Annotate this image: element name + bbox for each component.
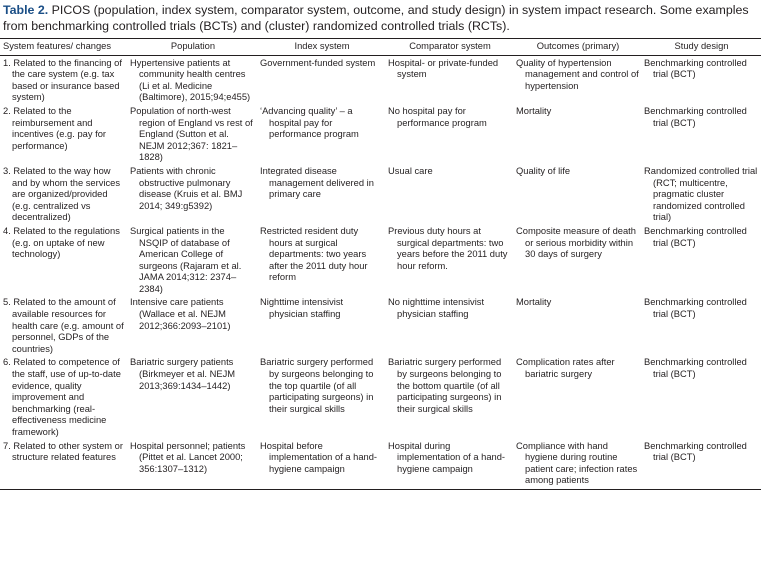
cell-comparator-system: Hospital- or private-funded system [388,57,499,80]
cell-population: Bariatric surgery patients (Birkmeyer et al. NEJM 2013;369:1434–1442) [130,357,236,391]
cell-population: Intensive care patients (Wallace et al. NEJM 2012;366:2093–2101) [130,297,231,331]
cell-index-system: Integrated disease management delivered in primary care [260,165,374,200]
cell-study-design: Benchmarking controlled trial (BCT) [644,225,747,248]
cell-study-design: Benchmarking controlled trial (BCT) [644,57,747,80]
table-row [0,355,761,438]
column-header-index-system: Index system [258,39,386,56]
column-header-system-features: System features/ changes [0,39,128,56]
picos-table [0,38,761,490]
cell-outcome: Mortality [516,105,552,116]
column-header-comparator-system: Comparator system [386,39,514,56]
cell-feature: 1. Related to the financing of the care system (e.g. tax based or insurance based system) [3,57,122,103]
cell-population: Hospital personnel; patients (Pittet et al. Lancet 2000; 356:1307–1312) [130,440,246,474]
cell-study-design: Randomized controlled trial (RCT; multicentre, pragmatic cluster randomized controlled trial) [644,165,758,223]
table-row [0,295,761,355]
table-body [0,55,761,489]
cell-index-system: Government-funded system [260,57,376,68]
column-header-outcomes: Outcomes (primary) [514,39,642,56]
cell-index-system: ‘Advancing quality’ – a hospital pay for performance program [260,105,359,140]
cell-comparator-system: Bariatric surgery performed by surgeons belonging to the bottom quartile (of all participating surgeons) in their surgical skills [388,357,502,414]
column-header-study-design: Study design [642,39,761,56]
table-row [0,55,761,104]
cell-population: Patients with chronic obstructive pulmonary disease (Kruis et al. BMJ 2014; 349:g5392) [130,165,243,211]
cell-population: Surgical patients in the NSQIP of database of American College of surgeons (Rajaram et al. JAMA 2014;312: 2374–2384) [130,225,242,294]
table-row [0,104,761,164]
cell-study-design: Benchmarking controlled trial (BCT) [644,105,747,128]
table-row [0,439,761,490]
cell-outcome: Composite measure of death or serious morbidity within 30 days of surgery [516,225,636,260]
cell-feature: 5. Related to the amount of available resources for health care (e.g. amount of personnel, GDPs of the countries) [3,297,124,354]
cell-outcome: Mortality [516,297,552,308]
table-caption-text: PICOS (population, index system, comparator system, outcome, and study design) in system impact research. Some examples from benchmarking controlled trials (BCTs) and (cluster) randomized controlled trials (RCTs). [3,3,749,33]
cell-population: Hypertensive patients at community health centres (Li et al. Medicine (Baltimore), 2015;94;e455) [130,57,251,103]
cell-population: Population of north-west region of England vs rest of England (Sutton et al. NEJM 2012;367: 1821–1828) [130,105,253,163]
cell-index-system: Restricted resident duty hours at surgical departments: two years after the 2011 duty hour reform [260,225,368,283]
cell-feature: 4. Related to the regulations (e.g. on uptake of new technology) [3,225,120,260]
cell-comparator-system: No nighttime intensivist physician staffing [388,297,485,320]
table-label: Table 2. [3,3,49,17]
cell-comparator-system: No hospital pay for performance program [388,105,487,128]
cell-comparator-system: Hospital during implementation of a hand-hygiene campaign [388,440,506,474]
cell-study-design: Benchmarking controlled trial (BCT) [644,297,747,320]
cell-study-design: Benchmarking controlled trial (BCT) [644,440,747,463]
cell-index-system: Bariatric surgery performed by surgeons belonging to the top quartile (of all participating surgeons) in their surgical skills [260,357,374,414]
cell-study-design: Benchmarking controlled trial (BCT) [644,357,747,380]
table-row [0,164,761,224]
cell-feature: 7. Related to other system or structure related features [3,440,123,463]
table-header [0,39,761,56]
cell-outcome: Compliance with hand hygiene during routine patient care; infection rates among patients [516,440,638,486]
cell-index-system: Hospital before implementation of a hand-hygiene campaign [260,440,378,474]
cell-comparator-system: Previous duty hours at surgical departments: two years before the 2011 duty hour reform. [388,225,508,271]
cell-outcome: Quality of life [516,165,571,176]
table-caption [3,2,758,34]
cell-feature: 3. Related to the way how and by whom the services are organized/provided (e.g. centralized vs decentralized) [3,165,121,223]
cell-outcome: Complication rates after bariatric surgery [516,357,615,380]
cell-index-system: Nighttime intensivist physician staffing [260,297,344,320]
cell-outcome: Quality of hypertension management and control of hypertension [516,57,639,91]
table-row [0,224,761,296]
column-header-population: Population [128,39,258,56]
cell-feature: 2. Related to the reimbursement and incentives (e.g. pay for performance) [3,105,107,151]
cell-feature: 6. Related to competence of the staff, use of up-to-date evidence, quality improvement and benchmarking (real-effectiveness medicine framework) [3,357,121,437]
cell-comparator-system: Usual care [388,165,433,176]
